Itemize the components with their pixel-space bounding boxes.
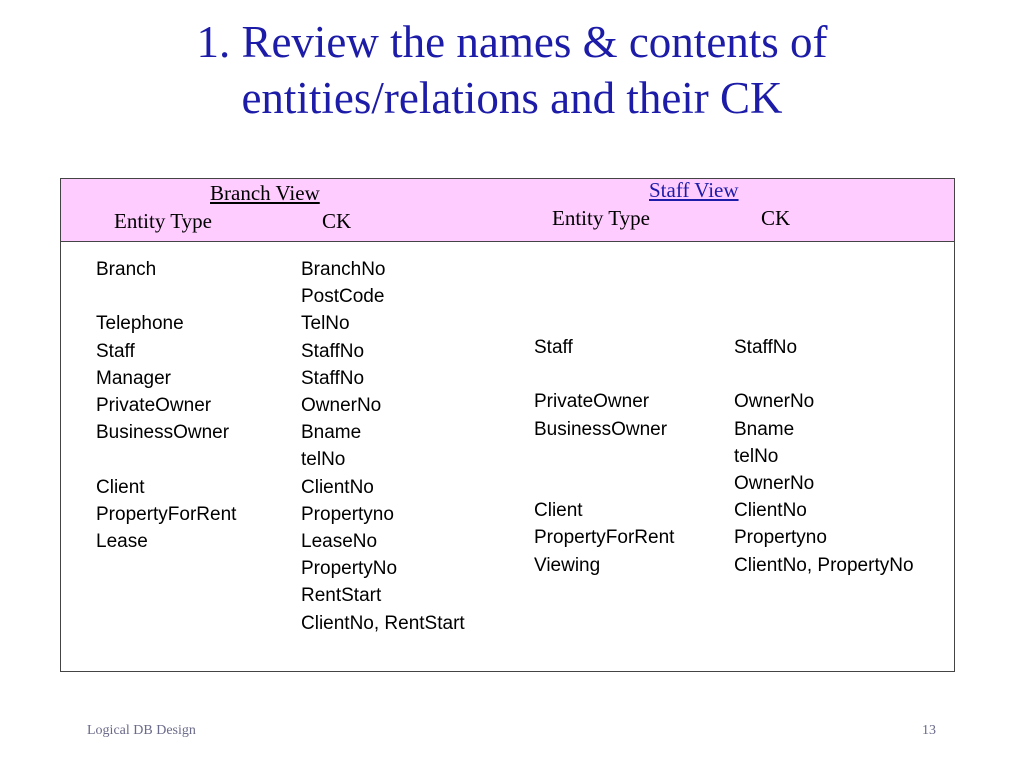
entity-type-cell: PrivateOwner xyxy=(534,391,650,413)
entity-type-cell: PropertyForRent xyxy=(534,527,675,549)
ck-cell: OwnerNo xyxy=(301,395,382,416)
entity-type-cell: Telephone xyxy=(96,313,184,335)
entity-type-cell: Client xyxy=(534,500,583,522)
ck-cell: ClientNo, PropertyNo xyxy=(734,554,914,576)
branch-view-title: Branch View xyxy=(210,181,320,205)
staff-view-title: Staff View xyxy=(649,178,739,202)
ck-cell: Bname xyxy=(734,418,795,440)
branch-view-ck-header: CK xyxy=(322,209,352,233)
views-table-header xyxy=(61,179,954,242)
ck-cell: OwnerNo xyxy=(734,391,815,413)
ck-cell: ClientNo xyxy=(734,500,807,522)
ck-cell: telNo xyxy=(301,449,346,471)
entity-type-cell: Branch xyxy=(96,259,157,280)
entity-type-cell: Lease xyxy=(96,531,148,552)
ck-cell: TelNo xyxy=(301,313,350,335)
entity-type-cell: PrivateOwner xyxy=(96,395,212,416)
ck-cell: PostCode xyxy=(301,286,385,308)
ck-cell: StaffNo xyxy=(301,340,365,362)
entity-type-cell: Staff xyxy=(534,337,573,358)
ck-cell: OwnerNo xyxy=(734,473,815,494)
ck-cell: StaffNo xyxy=(734,337,798,358)
ck-cell: telNo xyxy=(734,445,779,467)
views-table xyxy=(60,178,955,672)
slide-title xyxy=(0,14,1024,126)
footer-label: Logical DB Design xyxy=(87,723,196,738)
page-number: 13 xyxy=(922,723,936,738)
entity-type-cell: Staff xyxy=(96,340,135,362)
ck-cell: Bname xyxy=(301,422,362,444)
ck-cell: ClientNo xyxy=(301,476,374,498)
ck-cell: ClientNo, RentStart xyxy=(301,612,465,634)
ck-cell: Propertyno xyxy=(734,527,827,549)
entity-type-cell: BusinessOwner xyxy=(96,422,230,444)
ck-cell: BranchNo xyxy=(301,259,386,280)
ck-cell: PropertyNo xyxy=(301,558,398,580)
ck-cell: StaffNo xyxy=(301,367,365,389)
slide-title-line-2: entities/relations and their CK xyxy=(241,73,783,123)
staff-view-entity-type-header: Entity Type xyxy=(552,206,650,230)
entity-type-cell: BusinessOwner xyxy=(534,418,668,440)
staff-view-ck-header: CK xyxy=(761,206,791,230)
entity-type-cell: Viewing xyxy=(534,554,601,576)
entity-type-cell: Client xyxy=(96,476,145,498)
entity-type-cell: PropertyForRent xyxy=(96,503,237,525)
ck-cell: RentStart xyxy=(301,585,382,607)
ck-cell: Propertyno xyxy=(301,503,394,525)
branch-view-entity-type-header: Entity Type xyxy=(114,209,212,233)
entity-type-cell: Manager xyxy=(96,367,171,389)
ck-cell: LeaseNo xyxy=(301,531,378,552)
slide-title-line-1: 1. Review the names & contents of xyxy=(196,17,828,67)
